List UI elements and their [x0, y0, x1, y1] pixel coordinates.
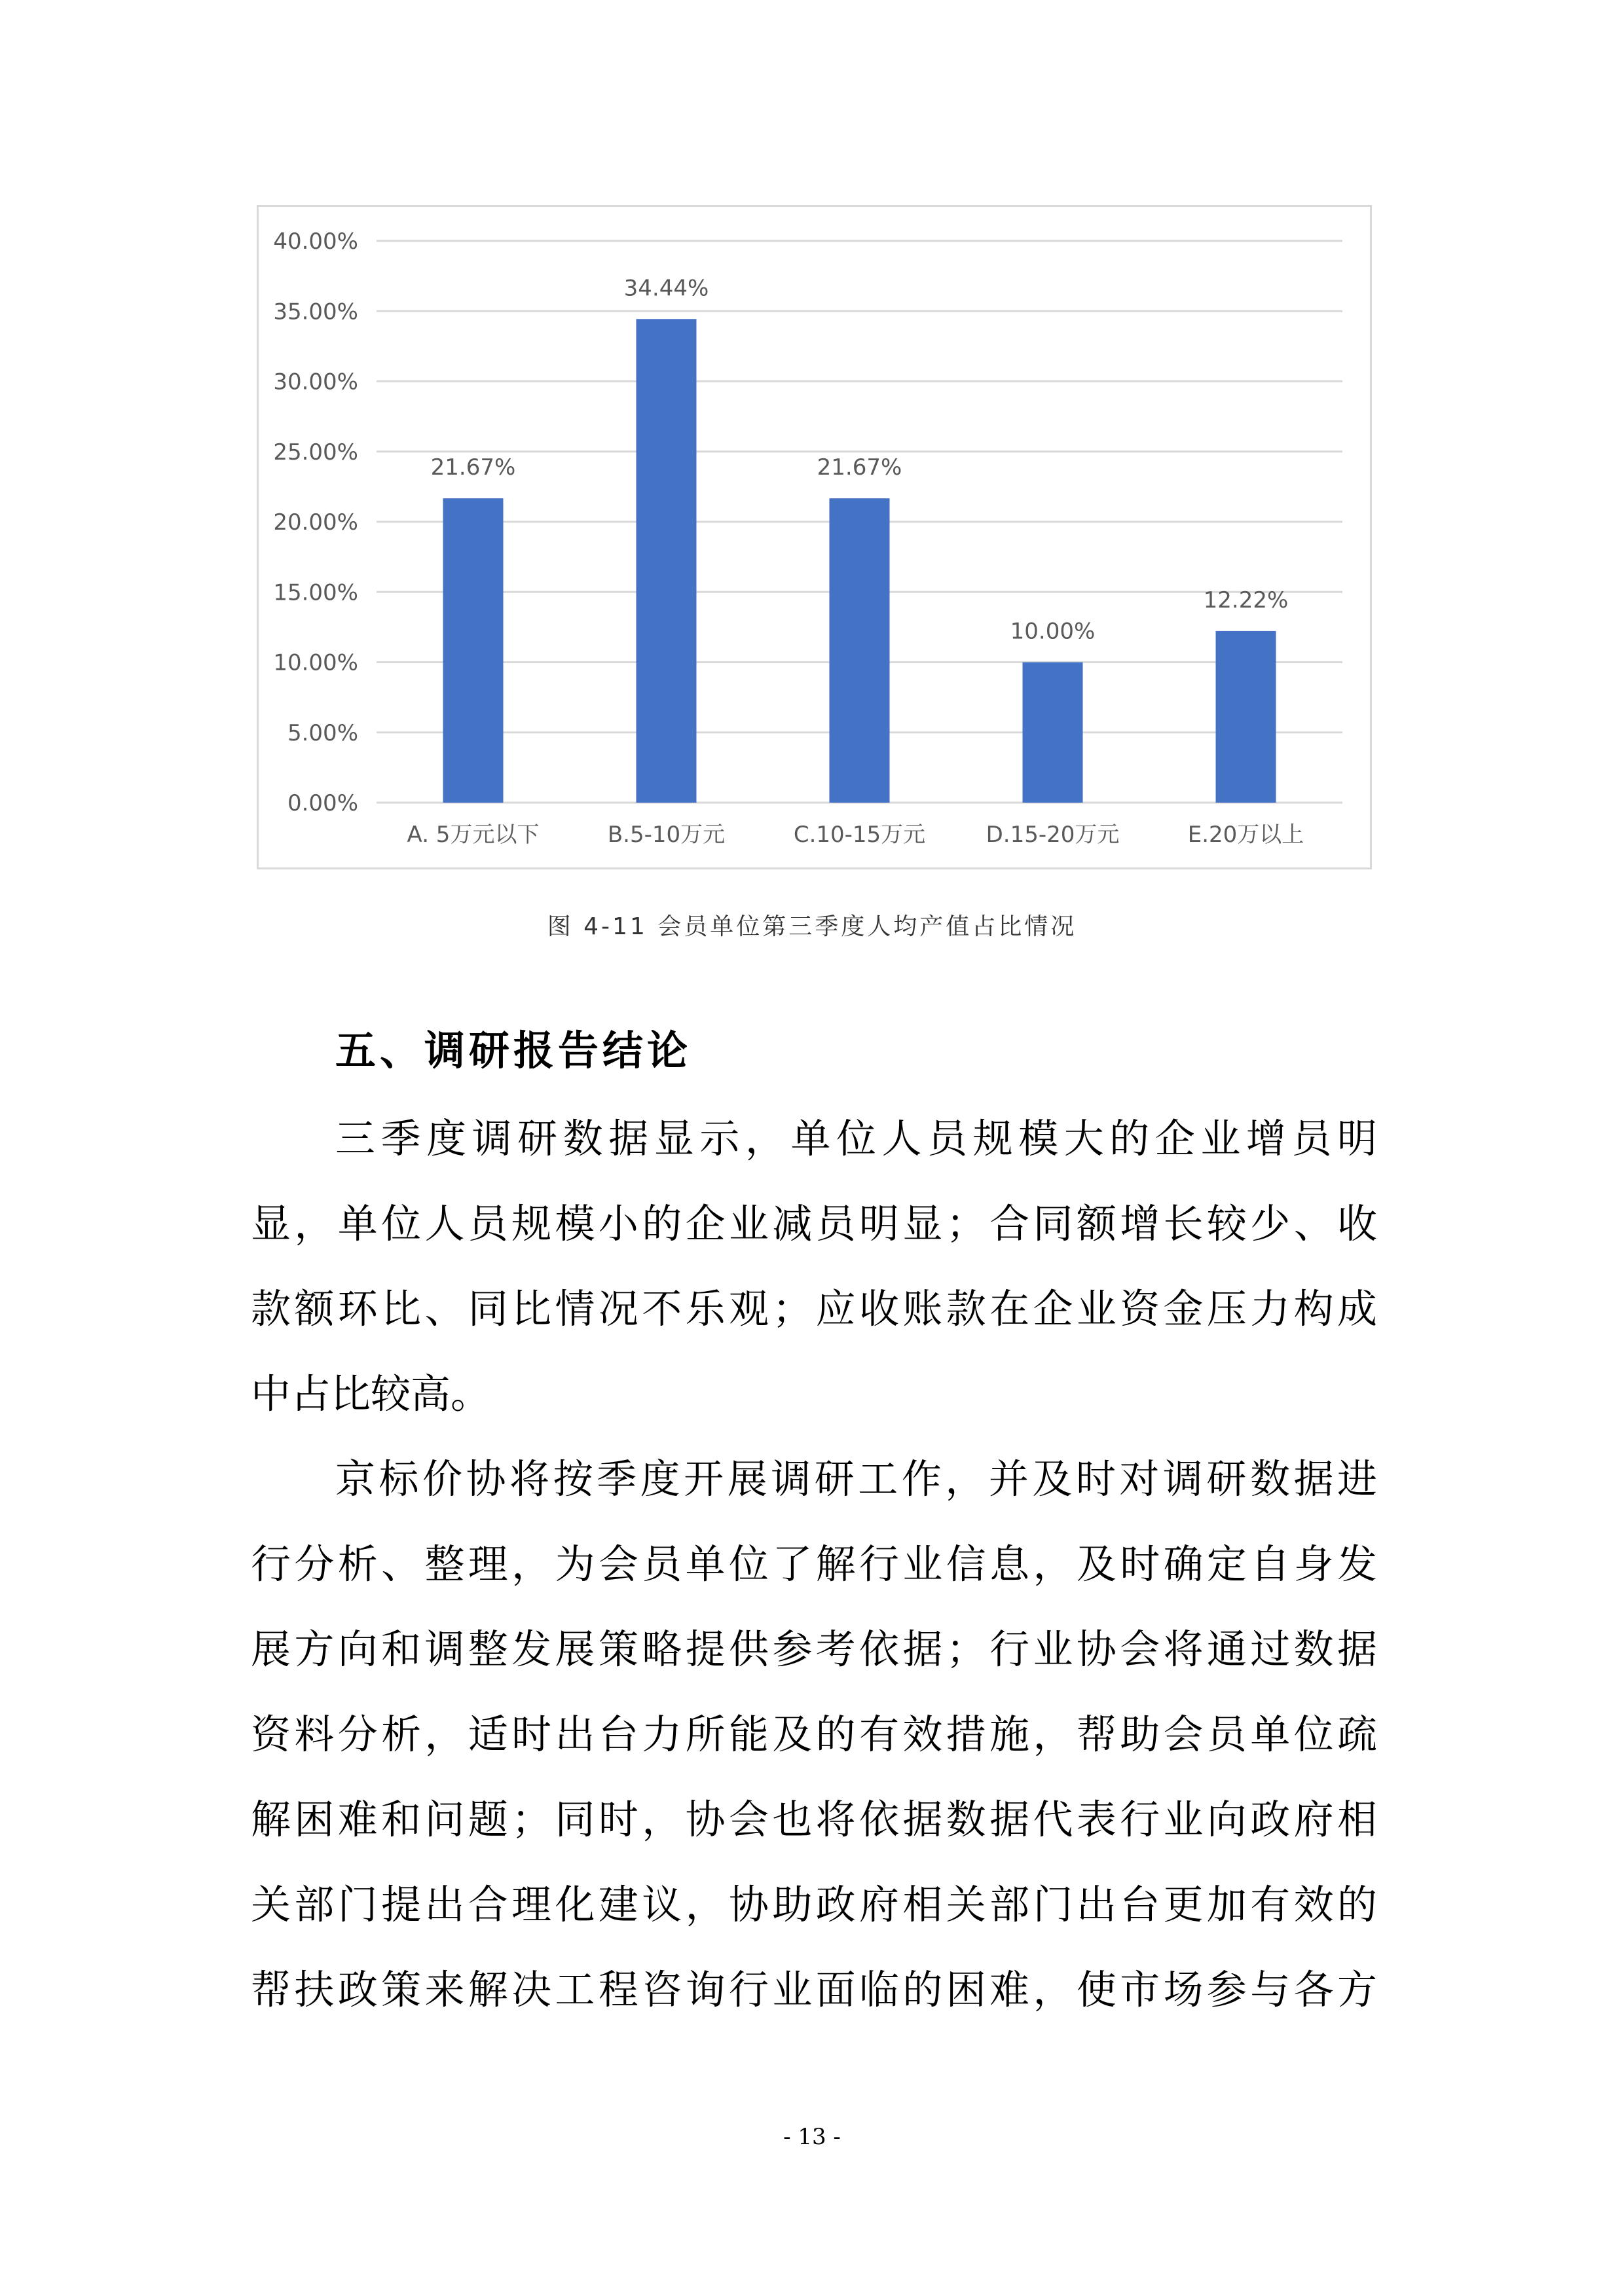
data-label: 21.67%: [817, 454, 902, 481]
x-tick-label: E.20万以上: [1187, 822, 1304, 848]
x-tick-label: B.5-10万元: [607, 822, 726, 848]
paragraph-2-line: 资料分析，适时出台力所能及的有效措施，帮助会员单位疏: [251, 1711, 1377, 1758]
chart-canvas: [259, 207, 1370, 867]
y-tick-label: 5.00%: [287, 720, 358, 746]
section-heading: 五、调研报告结论: [335, 1027, 692, 1074]
data-label: 10.00%: [1010, 618, 1096, 645]
data-label: 21.67%: [430, 454, 516, 481]
paragraph-2-line: 解困难和问题；同时，协会也将依据数据代表行业向政府相: [251, 1796, 1377, 1843]
y-tick-label: 40.00%: [273, 228, 358, 255]
data-label: 34.44%: [623, 275, 709, 302]
bar: [1216, 631, 1276, 803]
paragraph-2-line: 关部门提出合理化建议，协助政府相关部门出台更加有效的: [251, 1882, 1377, 1928]
figure-caption: 图 4-11 会员单位第三季度人均产值占比情况: [547, 913, 1077, 940]
bar: [1023, 663, 1083, 803]
y-tick-label: 10.00%: [273, 649, 358, 676]
bar: [443, 498, 504, 803]
paragraph-1-line: 显，单位人员规模小的企业减员明显；合同额增长较少、收: [251, 1201, 1377, 1247]
data-label: 12.22%: [1203, 587, 1289, 613]
paragraph-1-line: 款额环比、同比情况不乐观；应收账款在企业资金压力构成: [251, 1286, 1377, 1332]
x-tick-label: C.10-15万元: [793, 822, 926, 848]
bar-chart: [257, 205, 1372, 869]
x-tick-label: D.15-20万元: [986, 822, 1120, 848]
y-tick-label: 25.00%: [273, 439, 358, 465]
bar: [830, 498, 890, 803]
paragraph-1-line: 中占比较高。: [251, 1371, 491, 1417]
y-tick-label: 0.00%: [287, 790, 358, 816]
y-tick-label: 35.00%: [273, 299, 358, 325]
paragraph-2-line: 行分析、整理，为会员单位了解行业信息，及时确定自身发: [251, 1541, 1377, 1588]
page-number: - 13 -: [783, 2124, 841, 2150]
paragraph-2-line: 帮扶政策来解决工程咨询行业面临的困难，使市场参与各方: [251, 1967, 1377, 2013]
y-tick-label: 30.00%: [273, 369, 358, 395]
paragraph-2-line: 展方向和调整发展策略提供参考依据；行业协会将通过数据: [251, 1626, 1377, 1673]
paragraph-1-line: 三季度调研数据显示，单位人员规模大的企业增员明: [335, 1116, 1377, 1162]
bar: [637, 319, 697, 803]
y-tick-label: 20.00%: [273, 509, 358, 536]
x-tick-label: A. 5万元以下: [407, 822, 540, 848]
y-tick-label: 15.00%: [273, 579, 358, 606]
paragraph-2-line: 京标价协将按季度开展调研工作，并及时对调研数据进: [335, 1456, 1377, 1503]
